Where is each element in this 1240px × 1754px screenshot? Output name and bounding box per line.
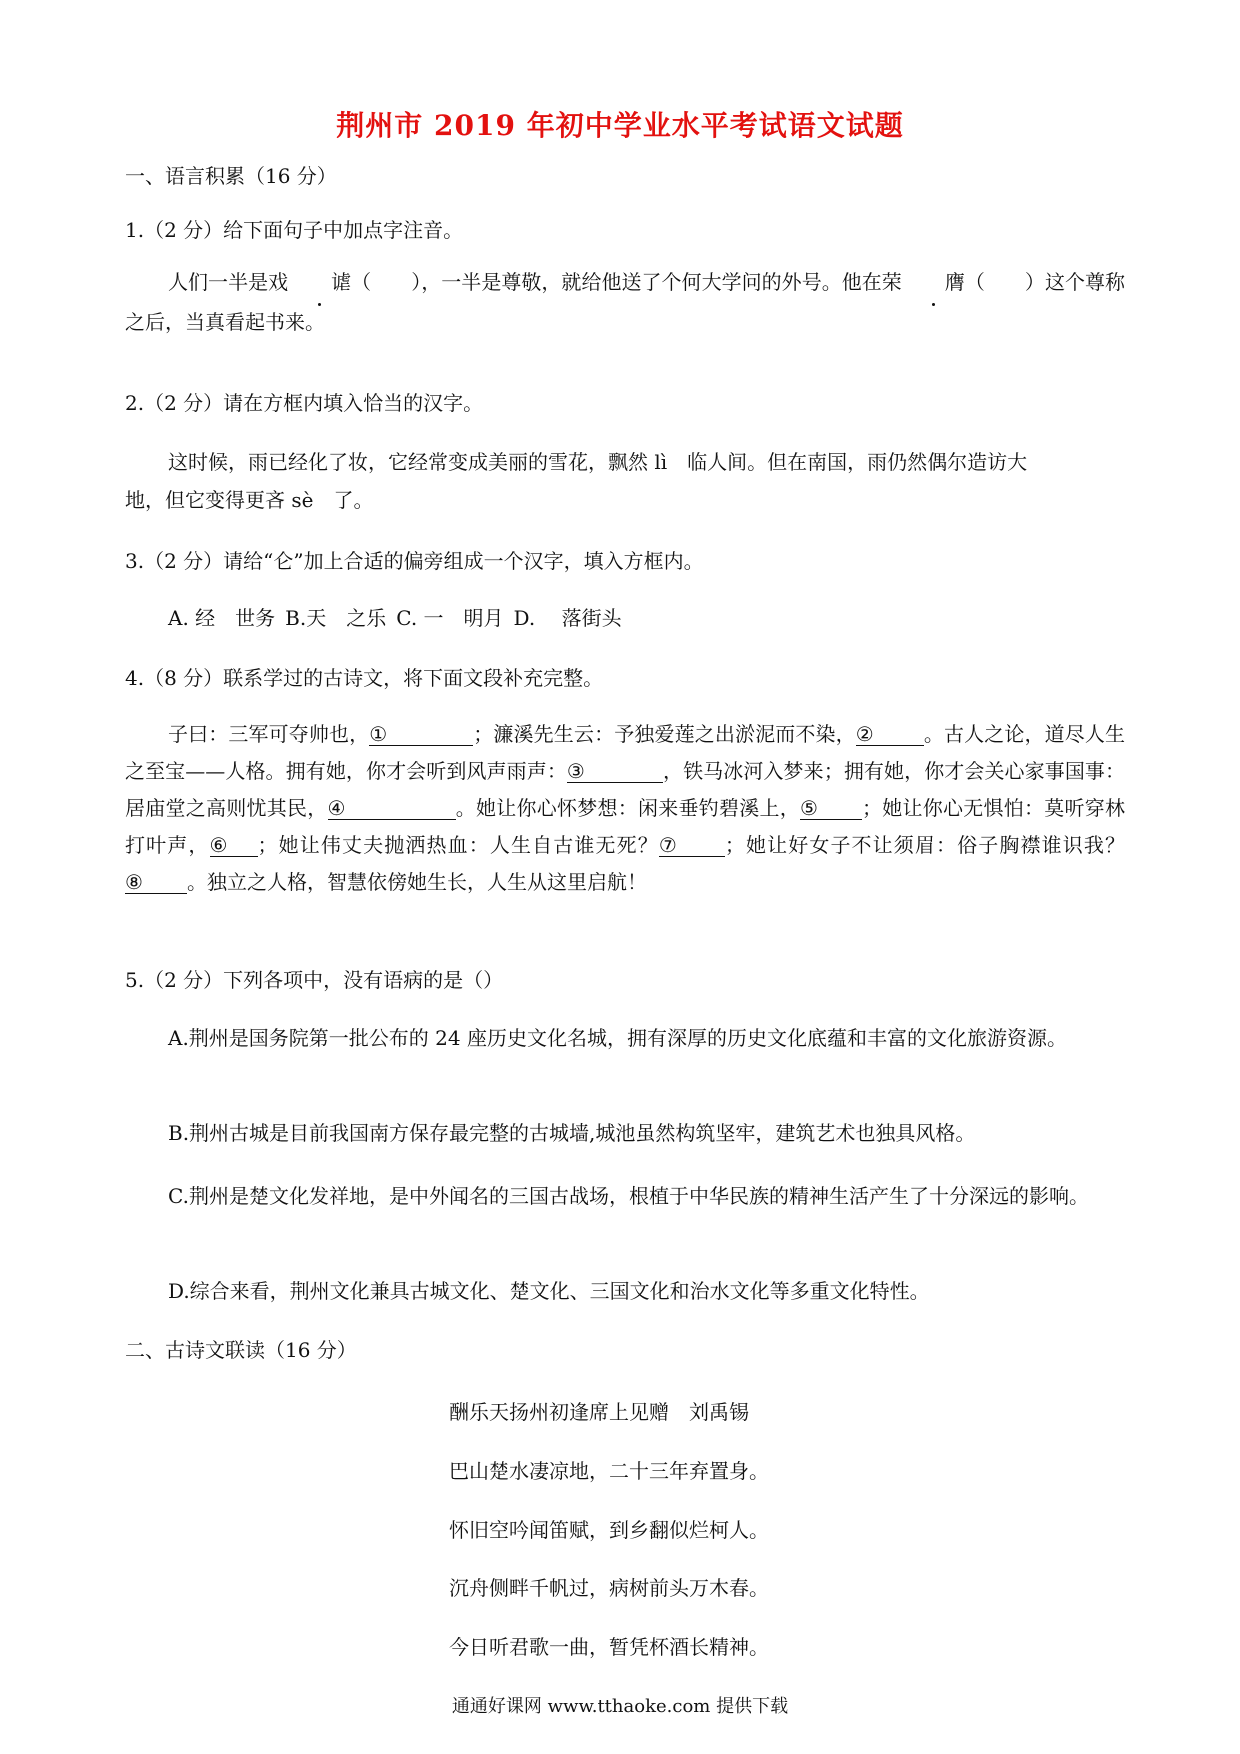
section1-heading: 一、语言积累（16 分）	[125, 164, 337, 188]
q4-text-5: 。她让你心怀梦想：闲来垂钓碧溪上，	[455, 796, 800, 820]
q3-option-a: A. 经 世务	[168, 606, 276, 630]
q1-stem: 1.（2 分）给下面句子中加点字注音。	[125, 218, 464, 242]
footer-credit: 通通好课网 www.tthaoke.com 提供下载	[451, 1696, 789, 1717]
q3-options	[168, 606, 622, 630]
q5-option-b: B.荆州古城是目前我国南方保存最完整的古城墙,城池虽然构筑坚牢，建筑艺术也独具风格。	[168, 1121, 976, 1145]
q4-blank-7[interactable]: ⑦	[659, 834, 725, 857]
q4-blank-2[interactable]: ②	[856, 723, 924, 746]
q2-line-2: 地，但它变得更吝 sè 了。	[125, 488, 374, 512]
q4-blank-5[interactable]: ⑤	[800, 797, 862, 820]
q4-passage	[125, 716, 1125, 901]
q2-stem: 2.（2 分）请在方框内填入恰当的汉字。	[125, 391, 484, 415]
q3-option-b: B.天 之乐	[285, 606, 387, 630]
q4-text-3: 。古人之论，道尽人生之至宝——人格。拥有她，你才会听到风声雨声：	[125, 722, 1126, 783]
q5-option-a: A.荆州是国务院第一批公布的 24 座历史文化名城，拥有深厚的历史文化底蕴和丰富的文化旅游资源。	[168, 1026, 1067, 1050]
poem-title: 酬乐天扬州初逢席上见赠 刘禹锡	[449, 1400, 749, 1424]
q4-text-1: 子曰：三军可夺帅也，	[168, 722, 370, 746]
q5-option-d: D.综合来看，荆州文化兼具古城文化、楚文化、三国文化和治水文化等多重文化特性。	[168, 1279, 930, 1303]
q4-blank-1[interactable]: ①	[369, 723, 473, 746]
q3-option-c: C. 一 明月	[396, 606, 504, 630]
q4-text-7: ；她让伟丈夫抛洒热血：人生自古谁无死？	[257, 833, 659, 857]
q1-text-3: （ ）这个尊称之后，当真看起书来。	[125, 270, 1126, 334]
q4-text-8: ；她让好女子不让须眉：俗子胸襟谁识我？	[724, 833, 1126, 857]
q4-text-6: ；她让你心无惧怕：莫听穿林打叶声，	[125, 796, 1125, 857]
q3-stem: 3.（2 分）请给“仑”加上合适的偏旁组成一个汉字，填入方框内。	[125, 549, 704, 573]
q4-text-9: 。独立之人格，智慧依傍她生长，人生从这里启航！	[187, 870, 647, 894]
q4-stem: 4.（8 分）联系学过的古诗文，将下面文段补充完整。	[125, 666, 604, 690]
q4-text-4: ，铁马冰河入梦来；拥有她，你才会关心家事国事：居庙堂之高则忧其民，	[125, 759, 1126, 820]
q1-text-2: （ ），一半是尊敬，就给他送了个何大学问的外号。他在荣	[351, 270, 902, 294]
poem-line: 沉舟侧畔千帆过，病树前头万木春。	[449, 1576, 769, 1600]
poem-line: 巴山楚水凄凉地，二十三年弃置身。	[449, 1459, 769, 1483]
page-title: 荆州市 2019 年初中学业水平考试语文试题	[336, 109, 904, 142]
q2-line-1: 这时候，雨已经化了妆，它经常变成美丽的雪花，飘然 lì 临人间。但在南国，雨仍然偶尔造访大	[168, 450, 1028, 474]
q1-dotted-char-2: 膺	[902, 262, 965, 302]
q4-blank-4[interactable]: ④	[328, 797, 456, 820]
q1-dotted-char-1: 谑	[288, 262, 351, 302]
q5-option-c: C.荆州是楚文化发祥地，是中外闻名的三国古战场，根植于中华民族的精神生活产生了十分深远的影响。	[168, 1184, 1089, 1208]
poem-line: 怀旧空吟闻笛赋，到乡翻似烂柯人。	[449, 1518, 769, 1542]
q1-text-1: 人们一半是戏	[168, 270, 289, 294]
q4-text-2: ；濂溪先生云：予独爱莲之出淤泥而不染，	[473, 722, 856, 746]
q4-blank-3[interactable]: ③	[567, 760, 663, 783]
poem-line: 今日听君歌一曲，暂凭杯酒长精神。	[449, 1635, 769, 1659]
q1-passage	[125, 262, 1125, 342]
q4-blank-6[interactable]: ⑥	[210, 834, 258, 857]
q5-stem: 5.（2 分）下列各项中，没有语病的是（）	[125, 968, 504, 992]
section2-heading: 二、古诗文联读（16 分）	[125, 1338, 357, 1362]
q3-option-d: D. 落街头	[513, 606, 622, 630]
q4-blank-8[interactable]: ⑧	[125, 871, 187, 894]
